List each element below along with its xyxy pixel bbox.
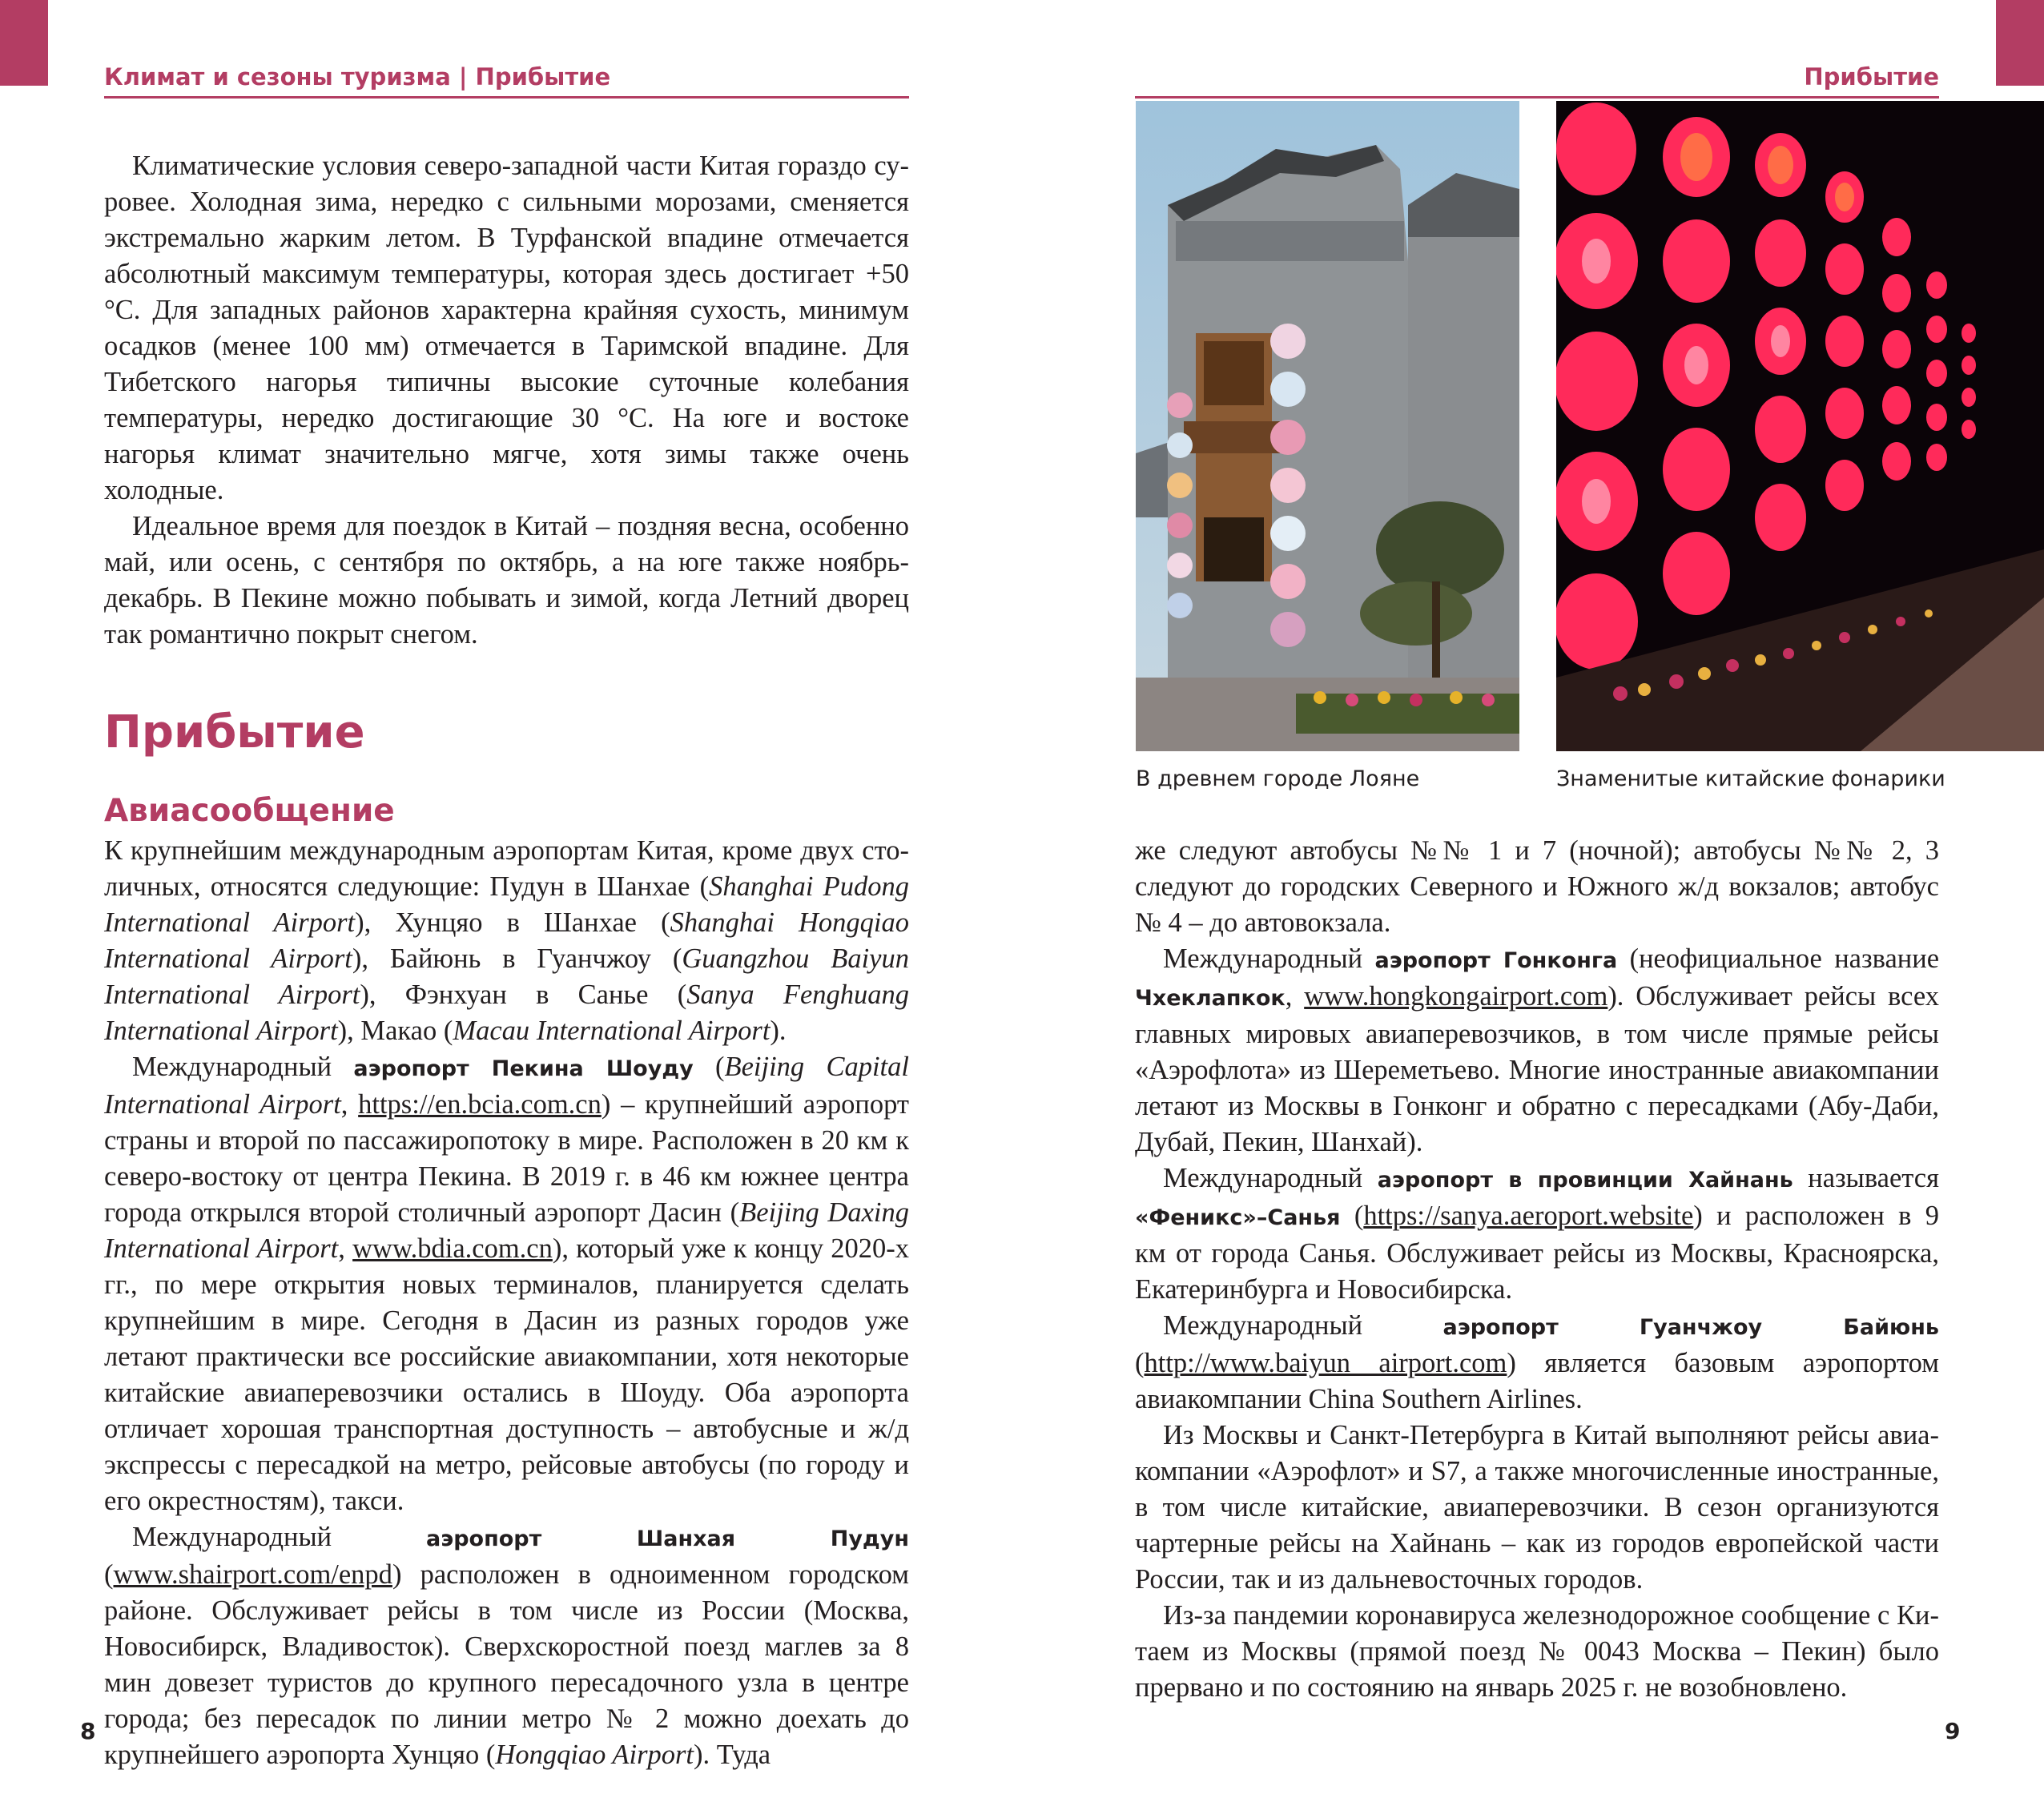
paragraph-shanghai: Международный аэропорт Шанхая Пудун (www.shairport.com/enpd) расположен в одноименном городском районе. Обслуживает рейсы в том числе из России (Москва, Новосибирск, Владивосток). Сверхскоростной поезд маглев за 8 мин довезет туристов до крупного пересадочного узла в центре города; без пересадок по линии метро № 2 можно доехать до крупнейшего аэропорта Хунцяо (Hongqiao Airport). Туда (104, 1522, 909, 1770)
left-column-text (104, 833, 909, 1773)
paragraph-continuation: же следуют автобусы №№ 1 и 7 (ночной); автобусы №№ 2, 3 следуют до городских Северного и Южного ж/д вокзалов; автобус № 4 – до автовокзала. (1135, 835, 1939, 938)
subsection-title: Авиасообщение (104, 793, 395, 829)
paragraph-airports-intro: К крупнейшим международным аэропортам Китая, кроме двух столичных, относятся следующие: Пудун в Шанхае (Shanghai Pudong International Airport), Хунцяо в Шанхае (Shanghai Hongqiao International Airport), Байюнь в Гуанчжоу (Guangzhou Baiyun International Airport), Фэнхуан в Санье (Sanya Fenghuang International Airport), Макао (Macau International Airport). (104, 835, 910, 1046)
link-shairport[interactable]: www.shairport.com/enpd (113, 1559, 392, 1590)
paragraph-hainan: Международный аэропорт в провинции Хайнань называется «Феникс»–Санья (https://sanya.aeroport.website) и расположен в 9 км от города Санья. Обслуживает рейсы из Москвы, Красноярска, Екатеринбурга и Новосибирска. (1135, 1163, 1939, 1305)
photo-chinese-lanterns (1556, 101, 2044, 751)
link-baiyunairport[interactable]: http://www.baiyun airport.com (1144, 1348, 1507, 1378)
running-header-left: Климат и сезоны туризма | Прибытие (104, 58, 909, 99)
running-header-right: Прибытие (1135, 58, 1939, 99)
section-title: Прибытие (104, 706, 365, 758)
link-bcia[interactable]: https://en.bcia.com.cn (358, 1089, 602, 1120)
corner-tab-left (0, 0, 48, 86)
photo-caption-luoyang: В древнем городе Лояне (1136, 766, 1420, 791)
paragraph: Идеальное время для поездок в Китай – поздняя весна, особенно май, или осень, с сентября по октябрь, а на юге также ноябрь-декабрь. В Пекине можно побывать и зимой, когда Летний дворец так романтично покрыт снегом. (104, 511, 909, 650)
paragraph-guangzhou: Международный аэропорт Гуанчжоу Байюнь (http://www.baiyun airport.com) является базовым аэропортом авиакомпании China Southern Airlines. (1135, 1310, 1940, 1414)
photo-caption-lanterns: Знаменитые китайские фонарики (1556, 766, 1945, 791)
paragraph-beijing: Международный аэропорт Пекина Шоуду (Beijing Capital International Airport, https://en.bcia.com.cn) – крупнейший аэропорт страны и второй по пассажиропотоку в мире. Расположен в 20 км к северо-востоку от центра Пекина. В 2019 г. в 46 км южнее центра города открылся второй столичный аэропорт Дасин (Beijing Daxing International Airport, www.bdia.com.cn), который уже к концу 2020-х гг., по мере открытия новых терминалов, планируется сделать крупнейшим в мире. Сегодня в Дасин из разных городов уже летают практически все российские авиакомпании, хотя некоторые китайские авиаперевозчики остались в Шоуду. Оба аэропорта отличает хорошая транспортная доступность – автобусные и ж/д экспрессы с пересадкой на метро, рейсовые автобусы (по городу и его окрестностям), такси. (104, 1052, 910, 1516)
link-hongkongairport[interactable]: www.hongkongairport.com (1304, 981, 1608, 1012)
paragraph-hongkong: Международный аэропорт Гонконга (неофициальное название Чхеклапкок, www.hongkongairport.com). Обслуживает рейсы всех главных мировых авиаперевозчиков, в том числе прямые рейсы «Аэрофлота» из Шереметьево. Многие иностранные авиакомпании летают из Москвы в Гонконг и обратно с пересадками (Абу-Даби, Дубай, Пекин, Шанхай). (1135, 943, 1940, 1157)
paragraph-moscow-flights: Из Москвы и Санкт-Петербурга в Китай выполняют рейсы авиакомпании «Аэрофлот» и S7, а также многочисленные иностранные, в том числе китайские, авиаперевозчики. В сезон организуются чартерные рейсы на Хайнань – как из городов европейской части России, так и из дальневосточных городов. (1135, 1420, 1939, 1595)
climate-text (104, 148, 909, 653)
paragraph: Климатические условия северо-западной части Китая гораздо суровее. Холодная зима, нередко с сильными морозами, сменяется экстремально жарким летом. В Турфанской впадине отмечается абсолютный максимум температуры, которая здесь достигает +50 °C. Для западных районов характерна крайняя сухость, минимум осадков (менее 100 мм) отмечается в Таримской впадине. Для Тибетского нагорья типичны высокие суточные колебания температуры, нередко достигающие 30 °C. На юге и востоке нагорья климат значительно мягче, хотя зимы также очень холодные. (104, 151, 909, 505)
link-bdia[interactable]: www.bdia.com.cn (352, 1233, 553, 1264)
page-number-right: 9 (1945, 1718, 1961, 1744)
page-number-left: 8 (80, 1718, 96, 1744)
corner-tab-right (1996, 0, 2044, 86)
paragraph-rail: Из-за пандемии коронавируса железнодорожное сообщение с Китаем из Москвы (прямой поезд № 0043 Москва – Пекин) было прервано и по состоянию на январь 2025 г. не возобновлено. (1135, 1600, 1939, 1703)
photo-luoyang-building (1136, 101, 1519, 751)
right-column-text (1135, 833, 1939, 1706)
link-sanya-aeroport[interactable]: https://sanya.aeroport.website (1363, 1201, 1694, 1231)
